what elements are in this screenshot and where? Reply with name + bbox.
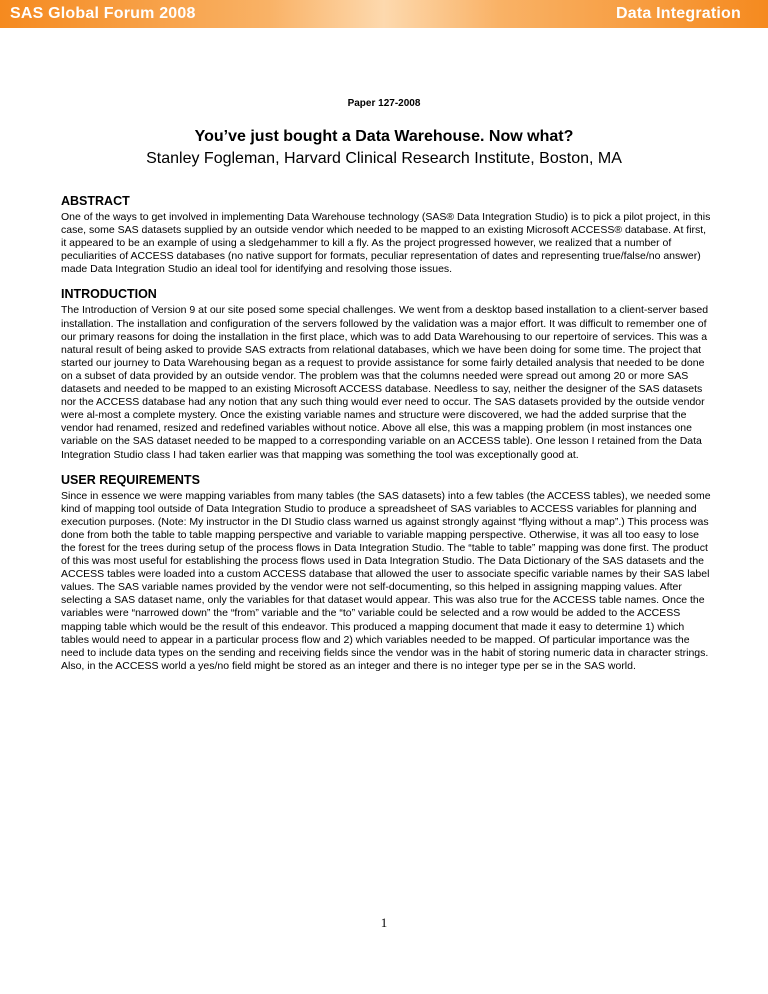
section-name: Data Integration <box>616 5 741 22</box>
page-number: 1 <box>380 915 388 930</box>
paper-body <box>61 194 711 684</box>
header-banner <box>0 0 768 28</box>
author-line: Stanley Fogleman, Harvard Clinical Research Institute, Boston, MA <box>146 150 622 167</box>
section-user-requirements <box>61 473 711 673</box>
section-paragraph: Since in essence we were mapping variables from many tables (the SAS datasets) into a few tables (the ACCESS tables), we needed some kind of mapping tool outside of Data Integration Studio to produce a spreadsheet of SAS variables to ACCESS variables for planning and execution purposes. (Note: My instructor in the DI Studio class warned us against strongly against “flying without a map”.) This process was done from both the table to table mapping perspective and variable to variable mapping perspective. Otherwise, it was all too easy to lose the forest for the trees during setup of the process flows in Data Integration Studio. The “table to table” mapping was done first. The product of this was most useful for establishing the process flows used in Data Integration Studio. The Data Dictionary of the SAS datasets and the ACCESS tables were loaded into a custom ACCESS database that allowed the user to associate specific variable names by their SAS label values. The SAS variable names provided by the vendor were not self-documenting, so this helped in assigning mapping values. After selecting a SAS dataset name, only the variables for that dataset would appear. This was also true for the ACCESS table names. Once the variables were “narrowed down” the “from” variable and the “to” variable could be selected and a row would be added to the ACCESS mapping table which would be the result of this endeavor. This produced a mapping document that made it easy to determine 1) which tables would need to appear in a particular process flow and 2) which variables needed to be mapped. Of particular importance was the need to include data types on the sending and receiving fields since the vendor was in the habit of storing numeric data in character strings. Also, in the ACCESS world a yes/no field might be stored as an integer and there is no integer type per se in the SAS world. <box>61 489 711 672</box>
section-heading: USER REQUIREMENTS <box>61 472 200 487</box>
paper-title: You’ve just bought a Data Warehouse. Now what? <box>194 128 574 145</box>
section-paragraph: One of the ways to get involved in implementing Data Warehouse technology (SAS® Data Integration Studio) is to pick a pilot project, in this case, some SAS datasets supplied by an outside vendor which needed to be mapped to an existing Microsoft ACCESS® database. At first, it appeared to be an example of using a sledgehammer to kill a fly. As the project progressed however, we realized that a number of peculiarities of ACCESS databases (no native support for formats, peculiar representation of dates and representing true/false/no answer) made Data Integration Studio an ideal tool for identifying and resolving those issues. <box>61 211 711 276</box>
conference-name: SAS Global Forum 2008 <box>10 5 196 22</box>
section-heading: INTRODUCTION <box>61 287 157 302</box>
section-introduction <box>61 287 711 461</box>
paper-number: Paper 127-2008 <box>347 98 421 109</box>
section-heading: ABSTRACT <box>61 194 130 208</box>
section-abstract <box>61 194 711 276</box>
section-paragraph: The Introduction of Version 9 at our site posed some special challenges. We went from a desktop based installation to a client-server based installation. The installation and configuration of the servers followed by the validation was a major effort. It was difficult to remember one of our primary reasons for doing the installation in the first place, which was to add Data Warehousing to our repertoire of services. This was a natural result of being asked to provide SAS extracts from relational databases, which we have been doing for some time. The project that started our journey to Data Warehousing began as a request to provide assistance for some fairly detailed analysis that needed to be done on a subset of data provided by an outside vendor. The problem was that the columns needed were spread out among 20 or more SAS datasets and needed to be mapped to an existing Microsoft ACCESS database. Needless to say, neither the designer of the SAS datasets nor the ACCESS database had any notion that any such thing would ever need to occur. The SAS datasets provided by the outside vendor were al-most a complete mystery. Once the existing variable names and structure were discovered, we had the added surprise that the vendor had renamed, resized and redefined variables without notice. Above all else, this was a mapping problem (in most instances one variable on the SAS dataset needed to be mapped to a corresponding variable on an ACCESS table). One lesson I retained from the Data Integration Studio class I had taken earlier was that mapping was something the tool was exceptionally good at. <box>61 304 709 461</box>
